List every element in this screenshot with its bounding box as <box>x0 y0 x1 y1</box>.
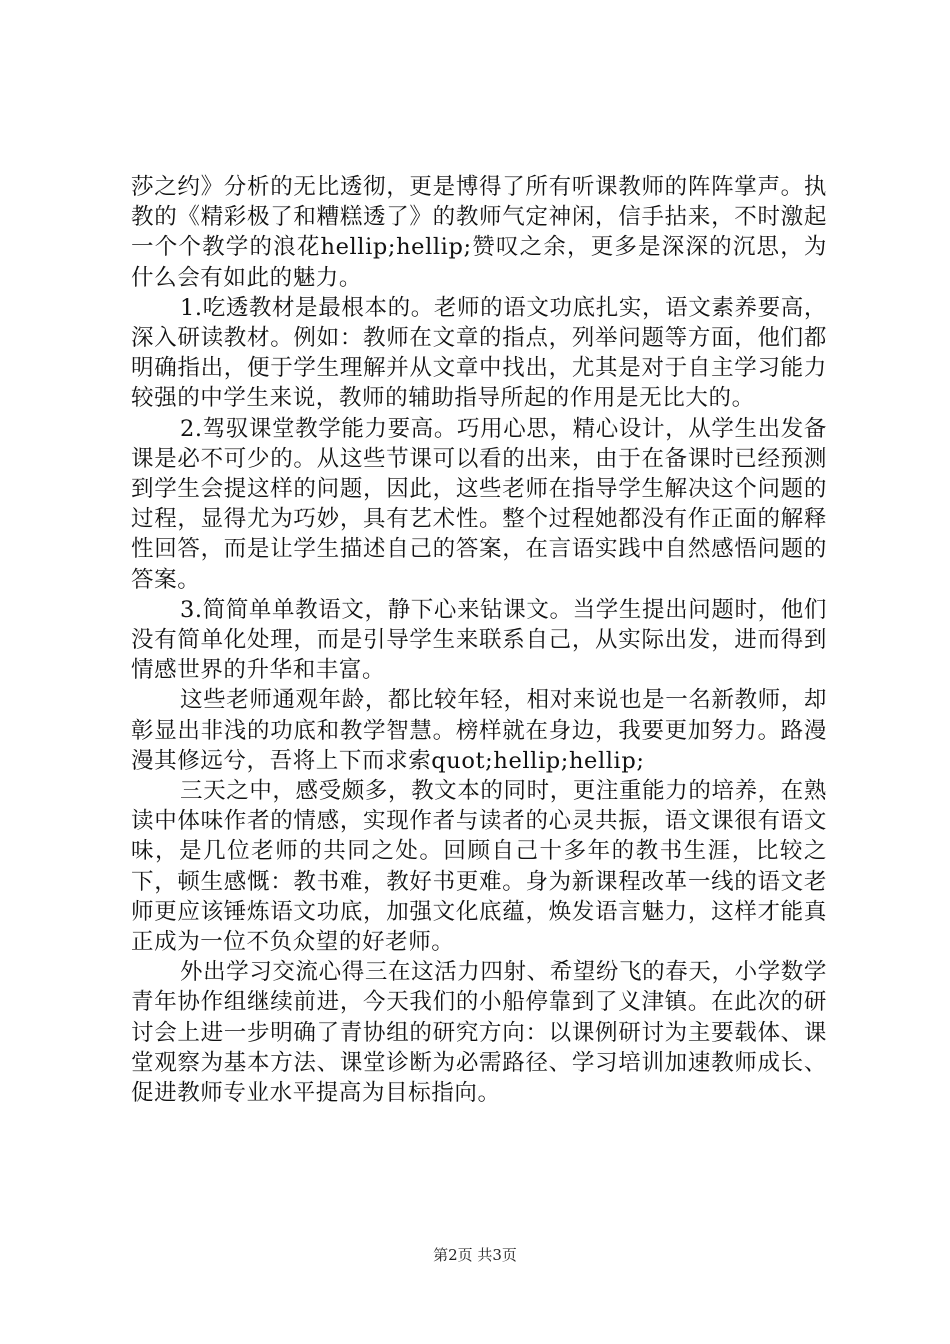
paragraph-point-3: 3.简简单单教语文，静下心来钻课文。当学生提出问题时，他们没有简单化处理，而是引导学生来联系自己，从实际出发，进而得到情感世界的升华和丰富。 <box>131 596 827 684</box>
paragraph-role-models: 这些老师通观年龄，都比较年轻，相对来说也是一名新教师，却彰显出非浅的功底和教学智慧。榜样就在身边，我要更加努力。路漫漫其修远兮，吾将上下而求索quot;hellip;hellip; <box>131 687 827 774</box>
paragraph-point-2: 2.驾驭课堂教学能力要高。巧用心思，精心设计，从学生出发备课是必不可少的。从这些节课可以看的出来，由于在备课时已经预测到学生会提这样的问题，因此，这些老师在指导学生解决这个问题的过程，显得尤为巧妙，具有艺术性。整个过程她都没有作正面的解释性回答，而是让学生描述自己的答案，在言语实践中自然感悟问题的答案。 <box>131 415 827 593</box>
paragraph-point-1: 1.吃透教材是最根本的。老师的语文功底扎实，语文素养要高，深入研读教材。例如：教师在文章的指点，列举问题等方面，他们都明确指出，便于学生理解并从文章中找出，尤其是对于自主学习能力较强的中学生来说，教师的辅助指导所起的作用是无比大的。 <box>131 294 827 412</box>
paragraph-reflection: 三天之中，感受颇多，教文本的同时，更注重能力的培养，在熟读中体味作者的情感，实现作者与读者的心灵共振，语文课很有语文味，是几位老师的共同之处。回顾自己十多年的教书生涯，比较之下，顿生感慨：教书难，教好书更难。身为新课程改革一线的语文老师更应该锤炼语文功底，加强文化底蕴，焕发语言魅力，这样才能真正成为一位不负众望的好老师。 <box>131 778 827 956</box>
document-body <box>131 172 827 1108</box>
paragraph-experience-three: 外出学习交流心得三在这活力四射、希望纷飞的春天，小学数学青年协作组继续前进，今天我们的小船停靠到了义津镇。在此次的研讨会上进一步明确了青协组的研究方向：以课例研讨为主要载体、课堂观察为基本方法、课堂诊断为必需路径、学习培训加速教师成长、促进教师专业水平提高为目标指向。 <box>131 959 827 1107</box>
page-number-footer: 第2页 共3页 <box>433 1246 517 1264</box>
paragraph-continuation: 莎之约》分析的无比透彻，更是博得了所有听课教师的阵阵掌声。执教的《精彩极了和糟糕透了》的教师气定神闲，信手拈来，不时激起一个个教学的浪花hellip;hellip;赞叹之余，更多是深深的沉思，为什么会有如此的魅力。 <box>131 174 827 291</box>
